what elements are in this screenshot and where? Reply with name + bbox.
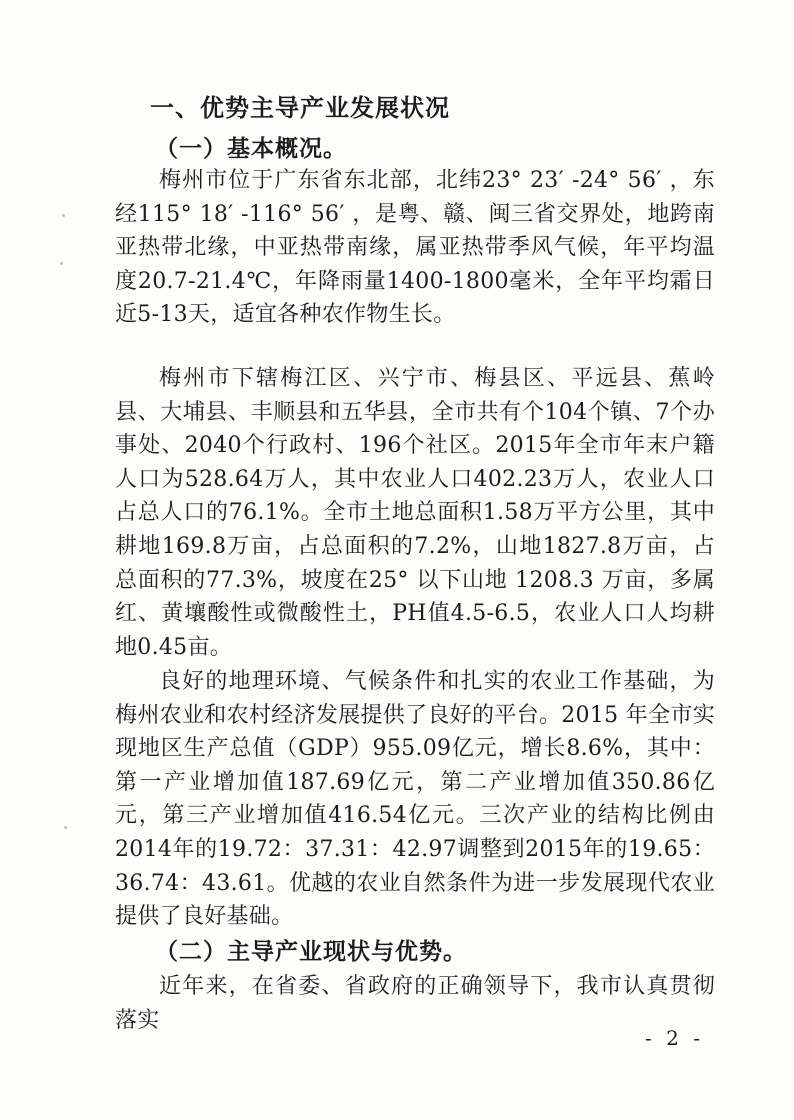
paragraph-administration-population: 梅州市下辖梅江区、兴宁市、梅县区、平远县、蕉岭县、大埔县、丰顺县和五华县，全市共有个104个镇、7个办事处、2040个行政村、196个社区。2015年全市年末户籍人口为528.64万人，其中农业人口402.23万人，农业人口占总人口的76.1%。全市土地总面积1.58万平方公里，其中耕地169.8万亩，占总面积的7.2%，山地1827.8万亩，占总面积的77.3%，坡度在25° 以下山地 1208.3 万亩，多属红、黄壤酸性或微酸性土，PH值4.5-6.5，农业人口人均耕地0.45亩。 <box>115 366 715 660</box>
paragraph-recent-years: 近年来，在省委、省政府的正确领导下，我市认真贯彻落实 <box>115 974 715 1033</box>
main-heading: 一、优势主导产业发展状况 <box>150 94 450 122</box>
scan-speck <box>64 826 67 829</box>
scan-speck <box>62 214 65 217</box>
page-number: - 2 - <box>645 1026 704 1050</box>
section-heading-basic-overview: （一）基本概况。 <box>155 135 347 162</box>
paragraph-economy: 良好的地理环境、气候条件和扎实的农业工作基础，为梅州农业和农村经济发展提供了良好的平台。2015 年全市实现地区生产总值（GDP）955.09亿元，增长8.6%，其中：第一产业增加值187.69亿元，第二产业增加值350.86亿元，第三产业增加值416.54亿元。三次产业的结构比例由2014年的19.72：37.31：42.97调整到2015年的19.65：36.74：43.61。优越的农业自然条件为进一步发展现代农业提供了良好基础。 <box>115 669 715 930</box>
paragraph-location-climate: 梅州市位于广东省东北部，北纬23° 23′ -24° 56′ ，东经115° 18′ -116° 56′ ，是粤、赣、闽三省交界处，地跨南亚热带北缘，中亚热带南缘，属亚热带季风气候，年平均温度20.7-21.4℃，年降雨量1400-1800毫米，全年平均霜日近5-13天，适宜各种农作物生长。 <box>115 168 715 328</box>
scan-speck <box>60 262 63 265</box>
section-heading-leading-industries: （二）主导产业现状与优势。 <box>155 938 467 965</box>
